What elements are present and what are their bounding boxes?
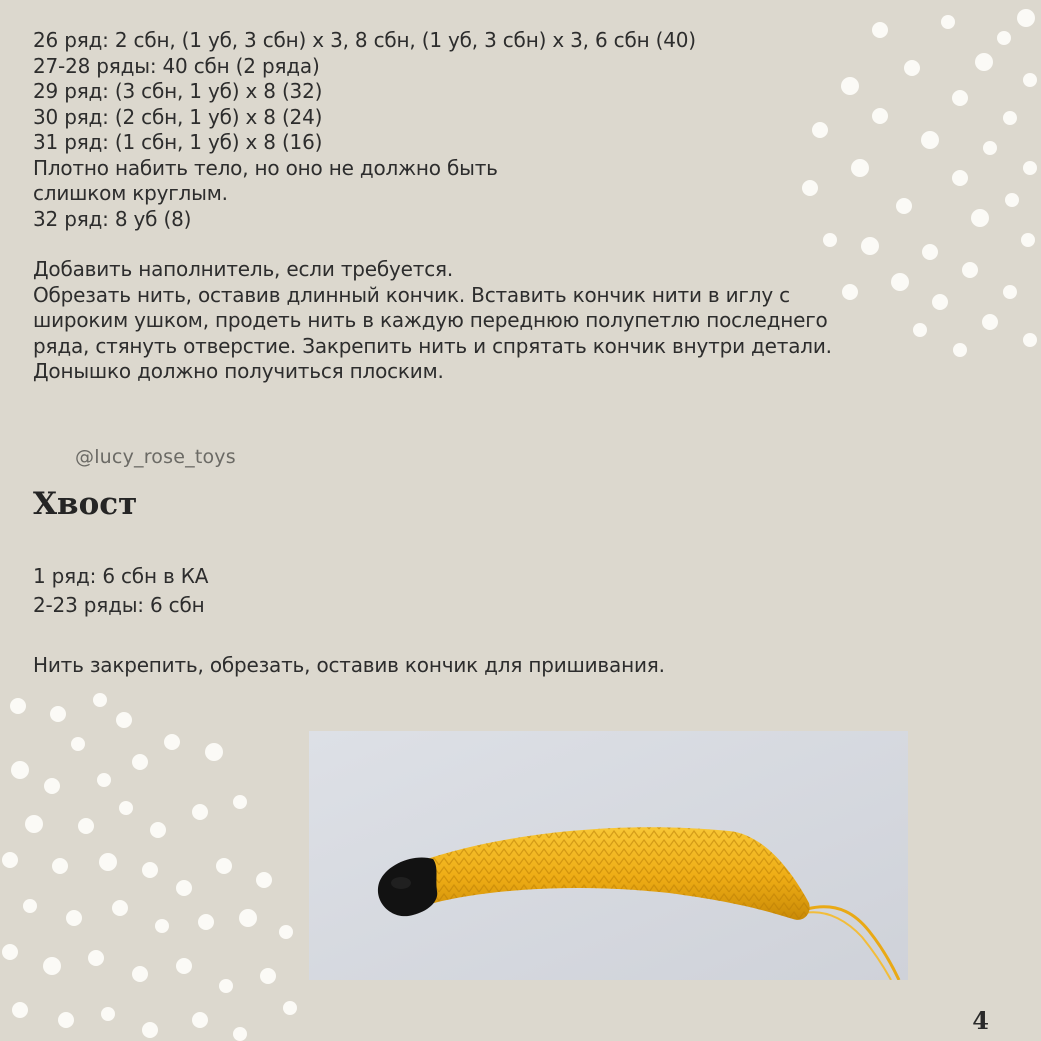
tail-photo: [309, 731, 908, 980]
row-list: [33, 28, 993, 232]
decorative-dot: [219, 979, 233, 993]
decorative-dot: [192, 804, 208, 820]
instruction-line: 30 ряд: (2 сбн, 1 уб) х 8 (24): [33, 104, 323, 129]
decorative-dot: [132, 966, 148, 982]
decorative-dot: [1003, 111, 1017, 125]
decorative-dot: [25, 815, 43, 833]
instruction-line: 2-23 ряды: 6 сбн: [33, 593, 205, 617]
instruction-line: 27-28 ряды: 40 сбн (2 ряда): [33, 53, 320, 78]
decorative-dot: [1023, 73, 1037, 87]
decorative-dot: [71, 737, 85, 751]
decorative-dot: [12, 1002, 28, 1018]
decorative-dot: [164, 734, 180, 750]
decorative-dot: [132, 754, 148, 770]
decorative-dot: [2, 944, 18, 960]
instruction-line: 31 ряд: (1 сбн, 1 уб) х 8 (16): [33, 130, 323, 154]
decorative-dot: [1017, 9, 1035, 27]
decorative-dot: [99, 853, 117, 871]
decorative-dot: [88, 950, 104, 966]
decorative-dot: [997, 31, 1011, 45]
decorative-dot: [176, 958, 192, 974]
decorative-dot: [50, 706, 66, 722]
decorative-dot: [119, 801, 133, 815]
decorative-dot: [260, 968, 276, 984]
author-credit: @lucy_rose_toys: [75, 446, 236, 468]
decorative-dot: [1005, 193, 1019, 207]
finishing-instructions: [33, 257, 993, 385]
decorative-dot: [233, 795, 247, 809]
decorative-dot: [1023, 161, 1037, 175]
decorative-dot: [142, 1022, 158, 1038]
decorative-dot: [256, 872, 272, 888]
decorative-dot: [93, 693, 107, 707]
instruction-line: Добавить наполнитель, если требуется.: [33, 257, 453, 281]
instruction-line: широким ушком, продеть нить в каждую переднюю полупетлю последнего: [33, 308, 828, 332]
instruction-line: Донышко должно получиться плоским.: [33, 359, 444, 383]
instruction-line: ряда, стянуть отверстие. Закрепить нить и спрятать кончик внутри детали.: [33, 333, 832, 358]
page-number: 4: [972, 1006, 989, 1035]
decorative-dot: [52, 858, 68, 874]
decorative-dot: [66, 910, 82, 926]
decorative-dot: [112, 900, 128, 916]
decorative-dot: [941, 15, 955, 29]
instruction-line: Обрезать нить, оставив длинный кончик. Вставить кончик нити в иглу с: [33, 282, 790, 307]
decorative-dot: [1021, 233, 1035, 247]
decorative-dot: [2, 852, 18, 868]
decorative-dot: [101, 1007, 115, 1021]
decorative-dot: [279, 925, 293, 939]
instruction-line: 1 ряд: 6 сбн в КА: [33, 564, 209, 588]
decorative-dot: [198, 914, 214, 930]
instruction-line: слишком круглым.: [33, 181, 228, 205]
decorative-dot: [43, 957, 61, 975]
section-title-tail: Хвост: [33, 486, 138, 522]
pattern-instructions: [33, 28, 993, 385]
decorative-dot: [1003, 285, 1017, 299]
crochet-tail-illustration: [309, 731, 908, 980]
decorative-dot: [1023, 333, 1037, 347]
decorative-dot: [58, 1012, 74, 1028]
decorative-dot: [78, 818, 94, 834]
instruction-line: 29 ряд: (3 сбн, 1 уб) х 8 (32): [33, 79, 323, 103]
decorative-dot: [192, 1012, 208, 1028]
decorative-dot: [176, 880, 192, 896]
decorative-dot: [239, 909, 257, 927]
instruction-line: 32 ряд: 8 уб (8): [33, 206, 192, 231]
decorative-dot: [44, 778, 60, 794]
decorative-dot: [11, 761, 29, 779]
decorative-dot: [116, 712, 132, 728]
decorative-dot: [205, 743, 223, 761]
decorative-dot: [150, 822, 166, 838]
tail-finishing-note: Нить закрепить, обрезать, оставив кончик для пришивания.: [33, 653, 665, 677]
decorative-dot: [216, 858, 232, 874]
decorative-dot: [283, 1001, 297, 1015]
tail-rows: [33, 562, 208, 620]
instruction-line: Плотно набить тело, но оно не должно быть: [33, 155, 498, 180]
decorative-dot: [233, 1027, 247, 1041]
instruction-line: 26 ряд: 2 сбн, (1 уб, 3 сбн) х 3, 8 сбн, (1 уб, 3 сбн) х 3, 6 сбн (40): [33, 28, 696, 52]
decorative-dot: [155, 919, 169, 933]
decorative-dot: [142, 862, 158, 878]
decorative-dot: [23, 899, 37, 913]
decorative-dot: [97, 773, 111, 787]
decorative-dot: [10, 698, 26, 714]
